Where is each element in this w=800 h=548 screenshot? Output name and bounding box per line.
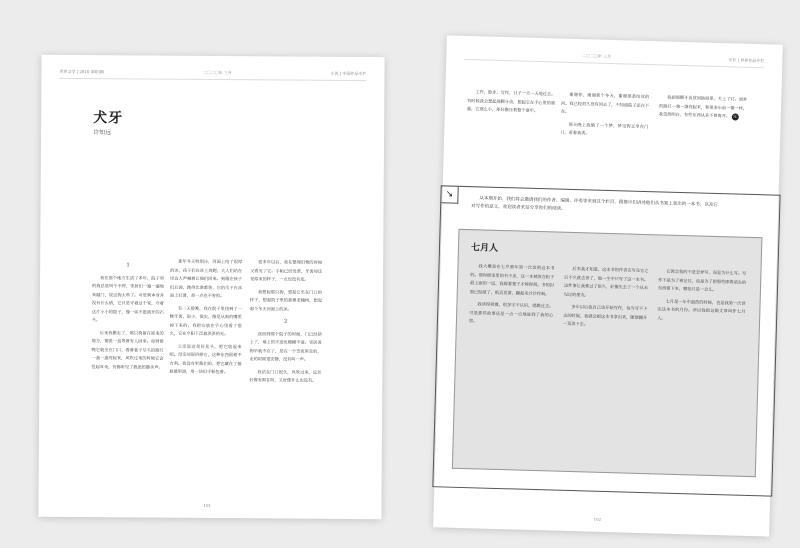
essay-column-1	[465, 262, 555, 464]
paragraph: 后来我搬走了，那只狗留在原来的地方，据说一直等着有人回来。每到傍晚它就坐在门口，看着巷子尽头的路灯一盏一盏亮起来，风吹过来的时候它会竖起耳朵，仿佛听见了熟悉的脚步声。	[91, 329, 164, 370]
header-right: 专栏 | 世界作品专栏	[728, 57, 765, 64]
paragraph: 后来我才知道，这本书的作者在写完它之后不久就去世了，他一生中只写了这一本书。这件事让我难过了很久，好像失去了一个从未见过的朋友。	[563, 266, 649, 297]
paragraph	[659, 93, 748, 121]
page-header	[59, 69, 366, 81]
paragraph: 我在那个地方生活了多年，院子里的狗总是叫个不停，邻居们一遍一遍地来敲门，说这狗太吵了。可是狗本身并没有什么错，它只是守着这个家，守着这片小小的院子，像一块不愿离开的石头。	[91, 274, 165, 323]
section-number: 2	[284, 318, 288, 325]
arrow-down-right-icon: ↘	[441, 186, 458, 203]
story-title: 犬牙	[93, 110, 124, 127]
text-column-3	[657, 93, 747, 179]
header-center: 二〇二〇年 三月	[581, 53, 612, 59]
section-number: 1	[126, 262, 130, 269]
paragraph: 多年以后我自己也开始写作，每当写不下去的时候，我就会把这本书拿出来，随便翻开一页读下去。	[562, 303, 648, 327]
paragraph: 我想起那只狗，想起它坐在门口的样子，想起院子里的那棵老槐树，想起那个冬天河面上的冰。	[249, 288, 322, 312]
left-page	[38, 55, 384, 519]
paragraph: 有一天傍晚，我在院子里找到了一颗牙齿，很小，很尖，像是从狗的嘴里掉下来的。我把它放在手心里看了很久，它在夕阳下泛着淡淡的光。	[169, 305, 242, 337]
header-right: 小说 | 中国作品专栏	[330, 70, 367, 77]
text-column-1	[465, 88, 555, 174]
column-intro: 从本期开始，我们将会邀请我们的作者、编辑、评委等来到这个栏目，跟都市们讲述他们从书架上拿出的一本书，以及它对写作的意义。欢迎读者来信分享你们的阅读。	[471, 196, 718, 212]
paragraph-text: 我把那颗牙齿放回抽屉里，关上了灯。窗外的路灯一盏一盏亮起来，和很多年前一模一样。我忽然明白，有些东西从来不曾离开。	[658, 94, 748, 119]
text-column-3	[249, 258, 323, 486]
right-page	[433, 35, 783, 536]
text-column-1	[91, 261, 165, 483]
paragraph: 谢谢你，谢谢那个冬天，谢谢那条结冰的河。我已经很久没有回去了，不知道院子还在不在。	[560, 91, 650, 114]
paragraph: 很多年以后，我在整理旧物的时候又看见了它。手帕已经发黄，牙齿却还是原来的样子，一点也没有变。	[250, 259, 323, 282]
column-frame	[432, 185, 780, 496]
paragraph: 我回到那个院子的时候，门已经锁上了，墙上的字迹也模糊不清。邻居说狗早就不在了，是在一个雪夜里走的，走的时候很安静，没有叫一声。	[249, 330, 322, 362]
section-title: 七月人	[470, 243, 499, 254]
paragraph: 它教会我的不是怎样写，而是为什么写。写作不是为了被记住，而是为了把那些即将消失的东西留下来，哪怕只是一会儿。	[657, 268, 747, 293]
story-author: 许知远	[93, 129, 112, 137]
paragraph: 七月是一年中最热的时候，也是我第一次读完这本书的月份。所以我把这篇文章叫作七月人。	[657, 298, 746, 321]
page-number: 102	[593, 516, 602, 522]
text-column-2	[169, 258, 243, 486]
essay-column-3	[653, 267, 747, 469]
end-mark: 完	[731, 113, 738, 120]
header-left: 世界文学 | 2010 第03期	[59, 68, 104, 75]
page-number: 101	[203, 502, 212, 509]
header-center: 二〇二〇年 三月	[202, 69, 232, 76]
paragraph: 那年冬天特别冷，河面上结了很厚的冰，孩子们在冰上奔跑，大人们站在岸边大声喊着让他们回来。狗跟在孩子们后面，跑得比谁都快，它的爪子在冰面上打滑，却一点也不害怕。	[169, 258, 243, 299]
paragraph: 我大概是在七岁那年第一次读到这本书的。那时候家里的书不多，这一本被放在柜子最上面的一层，我踩着凳子才够得到。书的封面已经破了，纸页发黄，翻起来沙沙作响。	[469, 263, 555, 296]
paragraph: 我站在门口很久，风吹过来，远处好像有狗在叫，又好像什么也没有。	[249, 368, 322, 383]
essay-column-2	[559, 265, 649, 467]
page-header	[464, 50, 764, 68]
paragraph: 工作、散步、写作，日子一天一天地过去。有时候我会想起那颗牙齿，想起它在手心里的重量，它那么小，却好像压着整个童年。	[466, 89, 556, 113]
text-column-2	[559, 91, 649, 177]
featured-essay-box	[452, 229, 763, 477]
paragraph: 那天晚上我做了一个梦，梦见狗又坐在门口，看着我笑。	[560, 121, 649, 136]
paragraph: 我读得很慢，很多字不认识，就跳过去。可是那些故事还是一点一点地进到了我的心里。	[468, 301, 554, 324]
paragraph: 父亲说这是好兆头，把它收起来吧。母亲却说扔掉它，这种东西留着不吉利。我没有听他们的，把它藏在了抽屉最里面，用一块旧手帕包着。	[169, 343, 242, 375]
